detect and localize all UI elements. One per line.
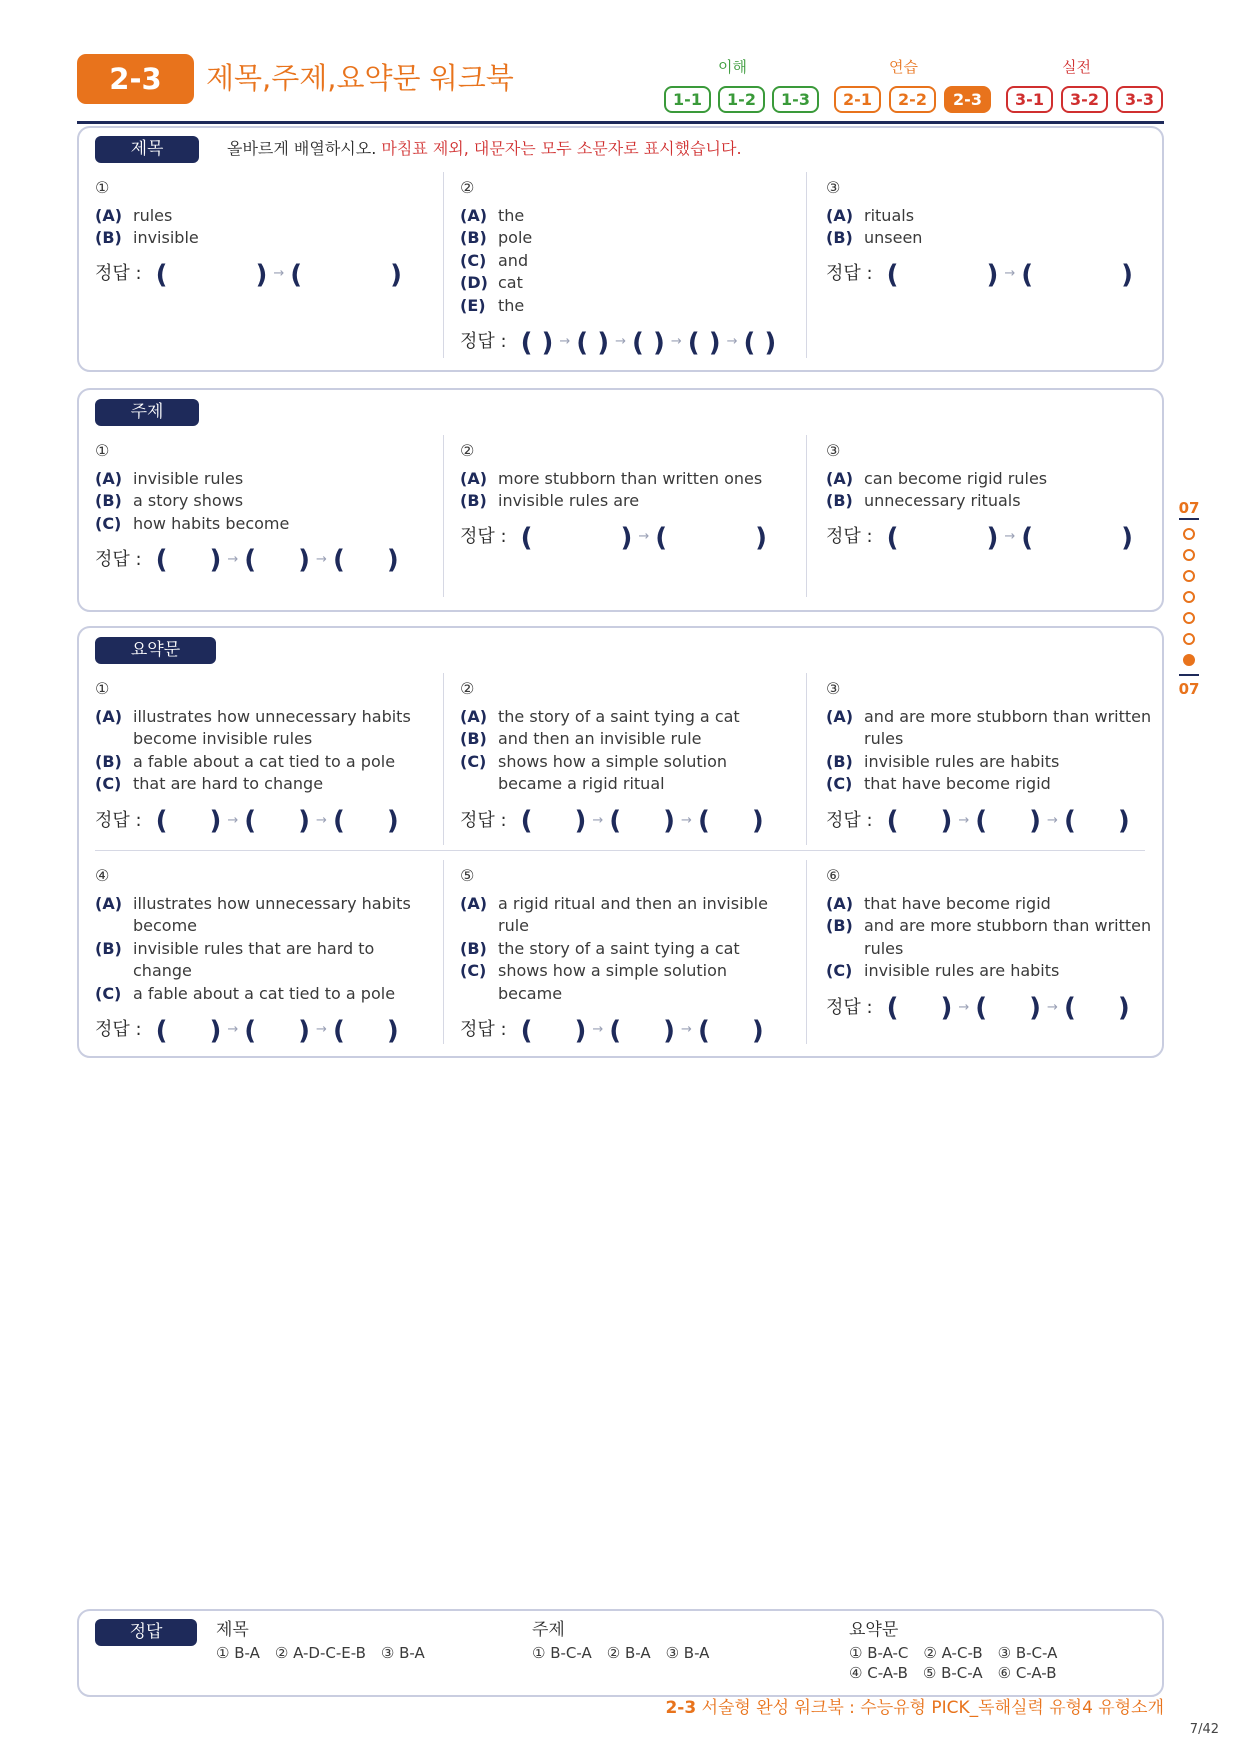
answer-blank[interactable]: ( (886, 259, 899, 290)
answer-label: 정답 : (95, 1019, 142, 1041)
item-number: ⑥ (826, 866, 841, 885)
tab-1-2[interactable]: 1-2 (718, 86, 765, 113)
answer-blank[interactable]: ( (697, 1015, 710, 1046)
stage-label-understand: 이해 (718, 58, 747, 76)
summary-item-4 (95, 865, 425, 1046)
arrow-icon: → (592, 812, 604, 828)
option-text: and are more stubborn than written rules (864, 916, 1152, 958)
key-line: ④ C-A-B ⑤ B-C-A ⑥ C-A-B (849, 1664, 1057, 1682)
answer-blank[interactable]: ( (332, 805, 345, 836)
answer-blank[interactable]: ( (155, 805, 168, 836)
arrow-icon: → (958, 999, 970, 1015)
answer-blank[interactable]: ( (244, 1015, 257, 1046)
answer-blank-end: ) (986, 259, 999, 290)
page-dot-current[interactable] (1183, 654, 1195, 666)
option-text: invisible rules (133, 468, 244, 488)
footer-book-title (665, 1693, 1164, 1718)
option-text: the story of a saint tying a cat (498, 938, 740, 958)
page-dot[interactable] (1183, 612, 1195, 624)
answer-blank[interactable]: ( (332, 545, 345, 576)
summary-item-5 (460, 865, 790, 1046)
item-number: ④ (95, 866, 110, 885)
tab-3-1[interactable]: 3-1 (1006, 86, 1053, 113)
answer-blank[interactable]: ( (697, 805, 710, 836)
option-text: unnecessary rituals (864, 491, 1021, 511)
instruction-text: 올바르게 배열하시오. (227, 139, 377, 158)
answer-row: 정답 : ( ) → ( ) → ( ) (95, 1015, 399, 1046)
option-text: the (498, 295, 525, 315)
answer-blank[interactable]: ( (155, 1015, 168, 1046)
tab-2-3[interactable]: 2-3 (944, 86, 991, 113)
page-number: 7/42 (1189, 1722, 1219, 1737)
stage-label-real: 실전 (1062, 58, 1091, 76)
answer-label: 정답 : (826, 809, 873, 831)
side-divider (1179, 518, 1199, 520)
answer-blank[interactable]: ( (609, 805, 622, 836)
option-label: (D) (460, 273, 488, 293)
arrow-icon: → (227, 552, 239, 568)
stage-label-practice: 연습 (889, 58, 918, 76)
option-text: and then an invisible rule (498, 729, 702, 749)
option-text: invisible rules are habits (864, 751, 1060, 771)
option-text: and are more stubborn than written rules (864, 706, 1152, 749)
answer-label: 정답 : (95, 263, 142, 285)
option-label: (B) (95, 751, 122, 771)
unit-code-badge: 2-3 (77, 54, 194, 104)
item-number: ⑤ (460, 866, 475, 885)
option-text: a rigid ritual and then an invisible rule (498, 893, 768, 936)
answer-blank[interactable]: ( (886, 805, 899, 836)
answer-blank[interactable]: ( (1021, 259, 1034, 290)
option-label: (B) (95, 228, 122, 248)
option-label: (C) (95, 513, 122, 533)
option-label: (A) (826, 893, 854, 913)
answer-label: 정답 : (95, 809, 142, 831)
option-label: (B) (826, 228, 853, 248)
answer-blank[interactable]: ( (244, 545, 257, 576)
arrow-icon: → (958, 812, 970, 828)
column-divider (443, 673, 444, 845)
summary-section-badge: 요약문 (95, 637, 216, 664)
option-text: the story of a saint tying a cat (498, 706, 740, 726)
arrow-icon: → (638, 529, 650, 545)
arrow-icon: → (592, 1022, 604, 1038)
item-number: ② (460, 178, 475, 197)
answer-label: 정답 : (460, 526, 507, 548)
key-line: ① B-A-C ② A-C-B ③ B-C-A (849, 1644, 1058, 1662)
option-text: a story shows (133, 491, 244, 511)
arrow-icon: → (316, 552, 327, 568)
answer-row: 정답 : ( ) → ( ) (826, 522, 1134, 553)
page-dot[interactable] (1183, 633, 1195, 645)
option-text: rules (133, 205, 173, 225)
arrow-icon: → (227, 812, 239, 828)
arrow-icon: → (1047, 812, 1058, 828)
answer-label: 정답 : (826, 526, 873, 548)
option-label: (C) (95, 774, 122, 794)
answer-row: 정답 : ( ) → ( ) → ( ) (460, 805, 764, 836)
topic-item-1 (95, 440, 425, 575)
tab-1-1[interactable]: 1-1 (664, 86, 711, 113)
arrow-icon: → (615, 334, 627, 350)
item-number: ② (460, 441, 475, 460)
column-divider (806, 172, 807, 358)
answer-row (95, 260, 425, 290)
option-label: (A) (460, 893, 488, 913)
option-label: (B) (460, 491, 487, 511)
column-divider (806, 673, 807, 845)
answer-blank[interactable]: ( ) (687, 327, 721, 358)
option-text: unseen (864, 228, 923, 248)
option-text: cat (498, 273, 523, 293)
answer-row: 정답 : ( ) → ( ) → ( ) (95, 545, 399, 576)
option-text: illustrates how unnecessary habits become (133, 893, 411, 936)
key-heading-summary: 요약문 (849, 1620, 899, 1640)
answer-blank-end: ) (1121, 259, 1134, 290)
item-number: ① (95, 679, 110, 698)
option-text: how habits become (133, 513, 290, 533)
title-section-badge: 제목 (95, 136, 199, 163)
answer-row: 정답 : ( ) → ( ) → ( ) (460, 1015, 764, 1046)
option-label: (B) (826, 916, 853, 936)
option-label: (A) (460, 205, 488, 225)
side-page-number-top: 07 (1178, 499, 1200, 517)
answer-row: 정답 : ( ) → ( ) (460, 522, 768, 553)
answer-blank[interactable]: ( (609, 1015, 622, 1046)
arrow-icon: → (670, 334, 682, 350)
answer-blank[interactable]: ( (520, 805, 533, 836)
answer-blank[interactable]: ( (886, 992, 899, 1023)
option-text: more stubborn than written ones (498, 468, 763, 488)
summary-item-2 (460, 678, 790, 836)
option-label: (B) (95, 491, 122, 511)
column-divider (806, 860, 807, 1044)
answer-blank[interactable]: ( ) (520, 327, 554, 358)
option-label: (C) (460, 250, 487, 270)
answer-blank-end: ) (390, 259, 403, 290)
answer-label: 정답 : (826, 996, 873, 1018)
topic-item-3 (826, 440, 1156, 553)
option-label: (C) (826, 961, 853, 981)
item-number: ② (460, 679, 475, 698)
side-divider (1179, 674, 1199, 676)
answer-blank[interactable]: ( (520, 1015, 533, 1046)
answer-blank[interactable]: ( (244, 805, 257, 836)
arrow-icon: → (559, 334, 571, 350)
option-text: a fable about a cat tied to a pole (133, 751, 396, 771)
answer-blank[interactable]: ( (1021, 522, 1034, 553)
footer-code: 2-3 (665, 1698, 697, 1718)
option-text: shows how a simple solution became (498, 961, 728, 1003)
row-divider (95, 850, 1145, 851)
answer-row (460, 328, 790, 358)
column-divider (806, 435, 807, 597)
column-divider (443, 435, 444, 597)
topic-item-2 (460, 440, 790, 553)
answer-blank[interactable]: ( ) (743, 327, 777, 358)
column-divider (443, 172, 444, 358)
option-text: rituals (864, 205, 915, 225)
item-number: ③ (826, 679, 841, 698)
option-label: (B) (95, 938, 122, 958)
option-label: (A) (460, 468, 488, 488)
arrow-icon: → (1004, 266, 1016, 282)
answer-blank[interactable]: ( (155, 259, 168, 290)
arrow-icon: → (273, 266, 285, 282)
option-text: that have become rigid (864, 893, 1051, 913)
option-label: (E) (460, 295, 486, 315)
option-label: (C) (95, 983, 122, 1003)
option-text: invisible rules are habits (864, 961, 1060, 981)
arrow-icon: → (726, 334, 738, 350)
summary-item-3 (826, 678, 1156, 836)
option-label: (B) (460, 938, 487, 958)
page-dot[interactable] (1183, 528, 1195, 540)
option-label: (A) (826, 205, 854, 225)
key-heading-topic: 주제 (532, 1620, 565, 1640)
answer-blank[interactable]: ( ) (576, 327, 610, 358)
answer-blank[interactable]: ( (975, 805, 988, 836)
summary-item-6 (826, 865, 1156, 1023)
key-heading-title: 제목 (216, 1620, 249, 1640)
page-title: 제목,주제,요약문 워크북 (206, 61, 514, 95)
option-row (95, 205, 425, 228)
option-text: that are hard to change (133, 774, 324, 794)
page-dot[interactable] (1183, 549, 1195, 561)
option-row (95, 227, 425, 250)
answer-blank[interactable]: ( (332, 1015, 345, 1046)
key-line: ① B-C-A ② B-A ③ B-A (532, 1644, 710, 1662)
option-text: shows how a simple solution became a rigid ritual (498, 751, 728, 794)
answer-row: 정답 : ( ) → ( ) → ( ) (826, 805, 1130, 836)
arrow-icon: → (681, 812, 692, 828)
answer-blank-end: ) (255, 259, 268, 290)
answer-row (826, 260, 1156, 290)
answer-label: 정답 : (460, 809, 507, 831)
option-text: invisible (133, 228, 199, 248)
option-label: (A) (460, 706, 488, 726)
option-text: a fable about a cat tied to a pole (133, 983, 396, 1003)
option-label: (A) (95, 893, 123, 913)
arrow-icon: → (316, 812, 327, 828)
page-dot[interactable] (1183, 591, 1195, 603)
option-text: pole (498, 228, 533, 248)
arrow-icon: → (681, 1022, 692, 1038)
arrow-icon: → (316, 1022, 327, 1038)
answer-blank[interactable]: ( (290, 259, 303, 290)
option-label: (C) (460, 961, 487, 981)
item-number: ① (95, 441, 110, 460)
option-text: that have become rigid (864, 774, 1051, 794)
answer-label: 정답 : (95, 549, 142, 571)
tab-3-3[interactable]: 3-3 (1116, 86, 1163, 113)
option-label: (A) (826, 706, 854, 726)
item-number: ③ (826, 441, 841, 460)
tab-3-2[interactable]: 3-2 (1061, 86, 1108, 113)
answer-row: 정답 : ( ) → ( ) → ( ) (826, 992, 1130, 1023)
answer-blank[interactable]: ( (520, 522, 533, 553)
option-label: (A) (826, 468, 854, 488)
instruction-note: 마침표 제외, 대문자는 모두 소문자로 표시했습니다. (381, 139, 742, 158)
answer-blank[interactable]: ( (655, 522, 668, 553)
footer-text: 서술형 완성 워크북 : 수능유형 PICK_독해실력 유형4 유형소개 (701, 1698, 1164, 1718)
title-item-1 (95, 177, 425, 290)
answer-label: 정답 : (460, 1019, 507, 1041)
option-text: can become rigid rules (864, 468, 1048, 488)
option-label: (A) (95, 468, 123, 488)
tab-2-1[interactable]: 2-1 (834, 86, 881, 113)
option-text: invisible rules are (498, 491, 640, 511)
key-line: ① B-A ② A-D-C-E-B ③ B-A (216, 1644, 425, 1662)
answer-blank[interactable]: ( (1063, 805, 1076, 836)
option-label: (A) (95, 706, 123, 726)
tab-2-2[interactable]: 2-2 (889, 86, 936, 113)
option-label: (C) (826, 774, 853, 794)
title-instruction (227, 138, 742, 160)
option-label: (B) (826, 491, 853, 511)
answer-blank[interactable]: ( (975, 992, 988, 1023)
answer-blank[interactable]: ( (1063, 992, 1076, 1023)
arrow-icon: → (1004, 529, 1016, 545)
item-number: ① (95, 178, 110, 197)
option-label: (B) (826, 751, 853, 771)
page-dot[interactable] (1183, 570, 1195, 582)
answer-blank[interactable]: ( (155, 545, 168, 576)
answer-label: 정답 : (826, 263, 873, 285)
topic-section-badge: 주제 (95, 399, 199, 426)
option-label: (C) (460, 751, 487, 771)
tab-1-3[interactable]: 1-3 (772, 86, 819, 113)
answer-label: 정답 : (460, 331, 507, 353)
answer-blank[interactable]: ( (886, 522, 899, 553)
option-text: and (498, 250, 529, 270)
answer-key-badge: 정답 (95, 1619, 197, 1646)
option-text: invisible rules that are hard to change (133, 938, 375, 981)
option-label: (A) (95, 205, 123, 225)
option-label: (B) (460, 729, 487, 749)
option-label: (B) (460, 228, 487, 248)
arrow-icon: → (227, 1022, 239, 1038)
header-divider (77, 121, 1164, 124)
summary-item-1 (95, 678, 425, 836)
column-divider (443, 860, 444, 1044)
option-text: the (498, 205, 525, 225)
title-item-2 (460, 177, 790, 358)
answer-row: 정답 : ( ) → ( ) → ( ) (95, 805, 399, 836)
title-item-3 (826, 177, 1156, 290)
answer-blank[interactable]: ( ) (632, 327, 665, 358)
option-text: illustrates how unnecessary habits become invisible rules (133, 706, 411, 749)
arrow-icon: → (1047, 999, 1058, 1015)
side-page-number-bottom: 07 (1178, 680, 1200, 698)
item-number: ③ (826, 178, 841, 197)
